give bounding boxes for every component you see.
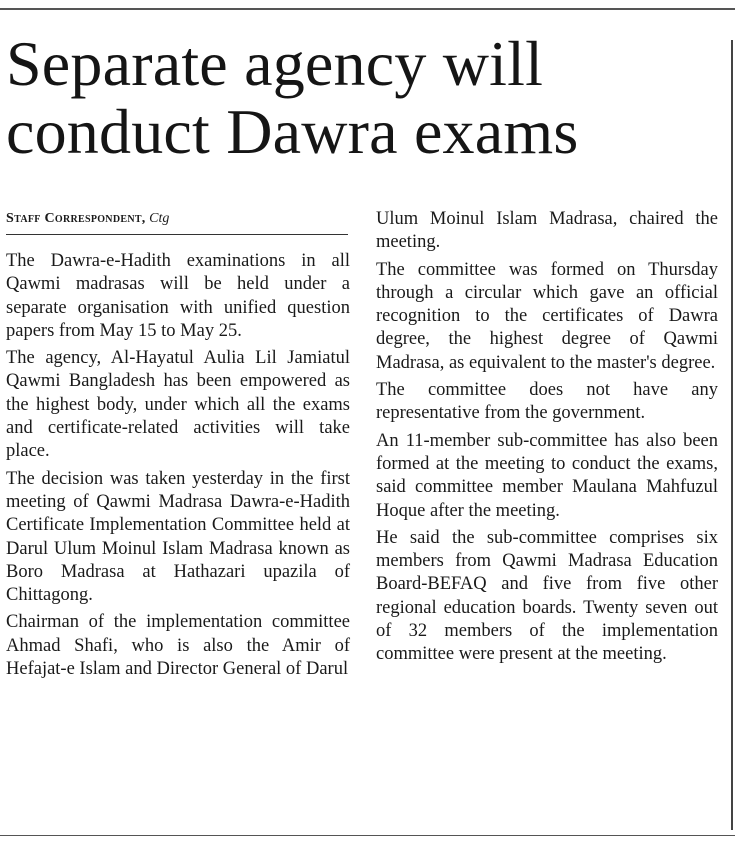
- top-rule: [0, 8, 735, 10]
- column-edge-rule: [731, 40, 733, 830]
- body-paragraph: The committee was formed on Thursday through a circular which gave an official recognition to the certificates of Dawra degree, the highest degree of Qawmi Madrasa, as equivalent to the master's degree.: [376, 259, 718, 373]
- article-column-left: [6, 250, 350, 681]
- headline-line-1: Separate agency will: [6, 28, 544, 99]
- headline-line-2: conduct Dawra exams: [6, 96, 579, 167]
- body-paragraph: The Dawra-e-Hadith examinations in all Qawmi madrasas will be held under a separate organisation with unified question papers from May 15 to May 25.: [6, 251, 350, 341]
- body-paragraph: Ulum Moinul Islam Madrasa, chaired the meeting.: [376, 209, 718, 253]
- bottom-rule: [0, 835, 735, 836]
- body-paragraph: An 11-member sub-committee has also been formed at the meeting to conduct the exams, said committee member Maulana Mahfuzul Hoque after the meeting.: [376, 430, 718, 521]
- body-paragraph: Chairman of the implementation committee Ahmad Shafi, who is also the Amir of Hefajat-e Islam and Director General of Darul: [6, 612, 350, 680]
- body-paragraph: The committee does not have any representative from the government.: [376, 380, 718, 424]
- byline-author: Staff Correspondent,: [6, 211, 146, 226]
- byline-location: Ctg: [149, 211, 170, 226]
- article-column-right: [376, 208, 718, 667]
- body-paragraph: The agency, Al-Hayatul Aulia Lil Jamiatul Qawmi Bangladesh has been empowered as the highest body, under which all the exams and certificate-related activities will take place.: [6, 348, 350, 462]
- body-paragraph: He said the sub-committee comprises six members from Qawmi Madrasa Education Board-BEFAQ and five from five other regional education boards. Twenty seven out of 32 members of the implementation committee were present at the meeting.: [376, 527, 718, 665]
- byline: [6, 209, 348, 235]
- headline: [6, 30, 728, 166]
- body-paragraph: The decision was taken yesterday in the first meeting of Qawmi Madrasa Dawra-e-Hadith Certificate Implementation Committee held at Darul Ulum Moinul Islam Madrasa known as Boro Madrasa at Hathazari upazila of Chittagong.: [6, 468, 350, 606]
